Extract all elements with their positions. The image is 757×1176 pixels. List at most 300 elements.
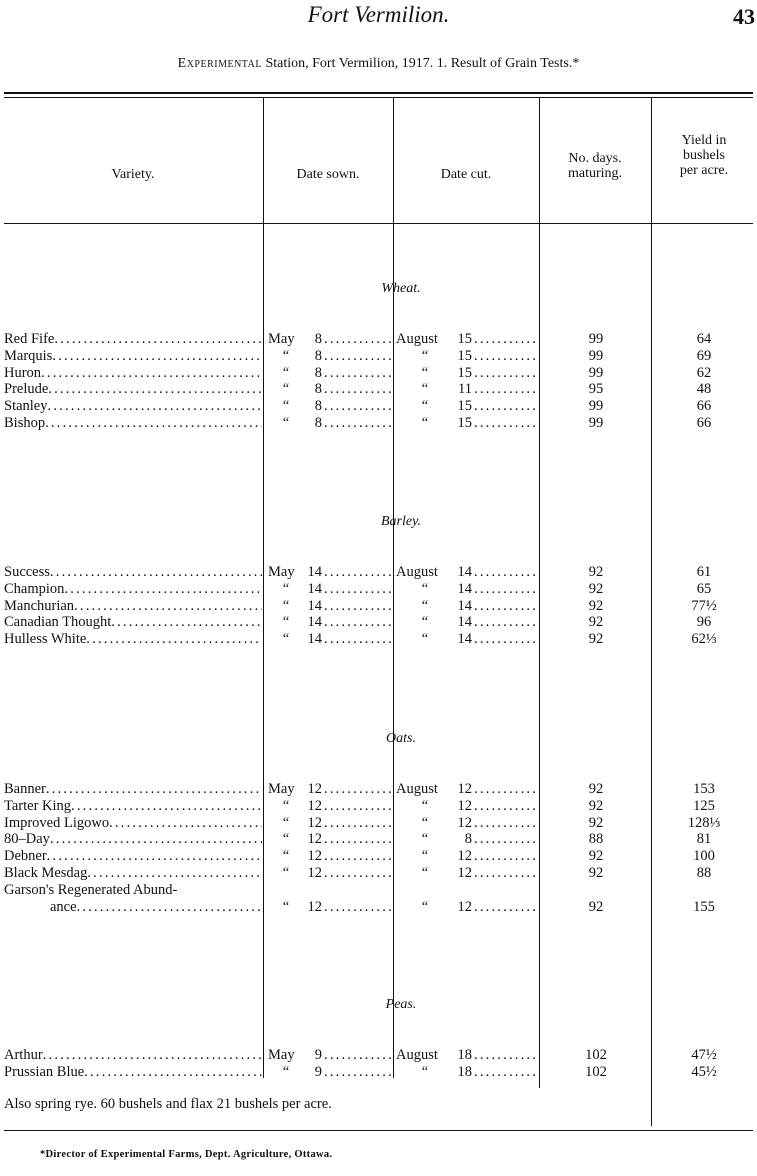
yield-per-acre: 65 [696,581,712,597]
days-maturing: 95 [588,381,604,397]
table-note: Also spring rye. 60 bushels and flax 21 bushels per acre. [4,1096,332,1112]
variety-cell [4,331,262,348]
date-sown-value [268,848,324,865]
date-sown-value [268,1047,324,1064]
column-header-variety: Variety. [111,167,155,182]
variety-name: 80–Day [4,831,50,847]
table-row [0,1064,757,1081]
dot-leader [324,398,392,415]
date-cut-value [396,848,474,865]
table-row [0,815,757,832]
dot-leader [474,1047,538,1064]
sown-day: 8 [314,398,322,414]
variety-cell [4,614,262,631]
date-cut-cell [396,348,538,365]
cut-day: 14 [457,614,472,630]
cut-month: August [396,331,438,347]
yield-per-acre: 64 [696,331,712,347]
dot-leader [474,781,538,798]
sown-day: 8 [314,331,322,347]
table-row [0,831,757,848]
dot-leader [54,331,262,348]
cut-day: 14 [457,598,472,614]
dot-leader [77,899,262,916]
date-sown-value [268,564,324,581]
date-sown-value [268,631,324,648]
variety-cell [4,815,262,832]
yield-per-acre: 153 [693,781,715,797]
cut-day: 15 [457,348,472,364]
variety-name: Improved Ligowo [4,815,110,831]
column-header-days-line-1: No. days. [568,151,622,166]
dot-leader [41,365,262,382]
days-maturing: 99 [588,415,604,431]
sown-month: May [268,564,295,580]
variety-name: Manchurian [4,598,75,614]
variety-cell [4,1047,262,1064]
dot-leader [324,815,392,832]
dot-leader [324,848,392,865]
date-cut-value [396,1064,474,1081]
dot-leader [324,598,392,615]
cut-day: 12 [457,899,472,915]
date-sown-cell [268,581,392,598]
column-header-days-line-2: maturing. [567,166,623,181]
ditto-mark: “ [282,1064,290,1080]
dot-leader [46,781,262,798]
days-maturing: 99 [588,331,604,347]
ditto-mark: “ [421,581,429,597]
date-cut-value [396,564,474,581]
variety-cell [4,598,262,615]
sown-day: 14 [307,581,322,597]
date-cut-value [396,614,474,631]
date-sown-cell [268,798,392,815]
dot-leader [474,564,538,581]
yield-per-acre: 77½ [691,598,717,614]
section-heading: Peas. [385,997,417,1012]
variety-name: Black Mesdag [4,865,88,881]
variety-cell [50,899,262,916]
dot-leader [474,598,538,615]
dot-leader [474,815,538,832]
yield-per-acre: 96 [696,614,712,630]
date-sown-cell [268,831,392,848]
table-row [0,365,757,382]
variety-cell [4,798,262,815]
table-row [0,564,757,581]
date-cut-value [396,1047,474,1064]
dot-leader [324,1064,392,1081]
dot-leader [324,781,392,798]
date-cut-value [396,331,474,348]
sown-month: May [268,331,295,347]
section-heading: Oats. [386,731,416,746]
dot-leader [324,348,392,365]
dot-leader [45,415,262,432]
yield-per-acre: 47½ [691,1047,717,1063]
yield-per-acre: 125 [693,798,715,814]
date-sown-value [268,331,324,348]
ditto-mark: “ [282,614,290,630]
ditto-mark: “ [282,865,290,881]
dot-leader [74,598,262,615]
ditto-mark: “ [421,415,429,431]
date-cut-cell [396,415,538,432]
top-double-rule-2 [4,97,753,98]
variety-cell [4,848,262,865]
variety-name: Champion [4,581,65,597]
page-number: 43 [733,4,755,29]
ditto-mark: “ [282,348,290,364]
dot-leader [86,631,262,648]
cut-day: 15 [457,415,472,431]
variety-name: Marquis [4,348,53,364]
dot-leader [474,581,538,598]
ditto-mark: “ [282,798,290,814]
table-caption [0,56,757,72]
yield-per-acre: 62⅓ [691,631,717,647]
cut-day: 15 [457,398,472,414]
sown-day: 12 [307,848,322,864]
variety-name: Arthur [4,1047,43,1063]
days-maturing: 99 [588,398,604,414]
dot-leader [48,381,262,398]
cut-day: 15 [457,365,472,381]
dot-leader [324,564,392,581]
variety-cell [4,1064,262,1081]
cut-day: 15 [457,331,472,347]
table-row [0,781,757,798]
date-cut-value [396,798,474,815]
dot-leader [474,381,538,398]
days-maturing: 102 [585,1047,607,1063]
date-cut-value [396,598,474,615]
variety-cell [4,415,262,432]
dot-leader [52,348,262,365]
dot-leader [474,848,538,865]
date-sown-value [268,381,324,398]
sown-day: 9 [314,1064,322,1080]
ditto-mark: “ [421,348,429,364]
date-cut-cell [396,865,538,882]
date-sown-value [268,899,324,916]
cut-day: 18 [457,1064,472,1080]
sown-month: May [268,781,295,797]
dot-leader [474,331,538,348]
date-sown-cell [268,614,392,631]
caption-lead: Experimental [177,56,262,71]
dot-leader [50,831,262,848]
ditto-mark: “ [421,831,429,847]
ditto-mark: “ [282,815,290,831]
days-maturing: 92 [588,798,604,814]
sown-day: 12 [307,815,322,831]
cut-day: 11 [458,381,472,397]
variety-cell [4,781,262,798]
header-bottom-rule [4,223,753,224]
date-cut-cell [396,831,538,848]
date-cut-cell [396,331,538,348]
date-cut-cell [396,598,538,615]
table-row [0,798,757,815]
ditto-mark: “ [282,365,290,381]
sown-day: 12 [307,899,322,915]
dot-leader [474,831,538,848]
date-cut-value [396,815,474,832]
table-row [0,398,757,415]
date-sown-cell [268,899,392,916]
dot-leader [324,581,392,598]
date-sown-value [268,831,324,848]
ditto-mark: “ [282,415,290,431]
days-maturing: 92 [588,581,604,597]
date-sown-value [268,365,324,382]
table-row [0,899,757,916]
variety-cell [4,631,262,648]
dot-leader [474,415,538,432]
variety-cell [4,581,262,598]
date-cut-cell [396,899,538,916]
table-row [0,581,757,598]
dot-leader [474,398,538,415]
variety-cell [4,865,262,882]
yield-per-acre: 45½ [691,1064,717,1080]
ditto-mark: “ [282,848,290,864]
date-sown-cell [268,398,392,415]
dot-leader [474,865,538,882]
date-cut-cell [396,781,538,798]
days-maturing: 88 [588,831,604,847]
variety-name-line-1: Garson's Regenerated Abund- [4,881,178,898]
date-cut-value [396,865,474,882]
cut-day: 8 [464,831,472,847]
ditto-mark: “ [282,899,290,915]
date-sown-cell [268,331,392,348]
dot-leader [474,899,538,916]
variety-name: Huron [4,365,42,381]
ditto-mark: “ [421,381,429,397]
column-header-cut: Date cut. [440,167,492,182]
sown-day: 8 [314,365,322,381]
ditto-mark: “ [282,831,290,847]
table-row [0,848,757,865]
cut-month: August [396,564,438,580]
dot-leader [64,581,262,598]
yield-per-acre: 155 [693,899,715,915]
sown-day: 12 [307,798,322,814]
yield-per-acre: 69 [696,348,712,364]
table-row [0,381,757,398]
variety-cell [4,831,262,848]
variety-cell [4,381,262,398]
date-sown-cell [268,781,392,798]
variety-name: Stanley [4,398,48,414]
variety-name: Canadian Thought [4,614,112,630]
dot-leader [324,631,392,648]
dot-leader [474,365,538,382]
ditto-mark: “ [282,381,290,397]
ditto-mark: “ [282,631,290,647]
table-row [0,614,757,631]
date-cut-value [396,348,474,365]
table-row [0,598,757,615]
date-sown-value [268,581,324,598]
date-sown-cell [268,1064,392,1081]
dot-leader [474,631,538,648]
dot-leader [324,1047,392,1064]
sown-day: 8 [314,415,322,431]
date-cut-cell [396,381,538,398]
date-cut-value [396,398,474,415]
ditto-mark: “ [282,398,290,414]
cut-day: 12 [457,865,472,881]
sown-day: 14 [307,564,322,580]
dot-leader [474,1064,538,1081]
days-maturing: 92 [588,899,604,915]
yield-per-acre: 88 [696,865,712,881]
date-cut-value [396,581,474,598]
date-cut-cell [396,1064,538,1081]
date-sown-cell [268,815,392,832]
ditto-mark: “ [421,865,429,881]
date-sown-cell [268,848,392,865]
variety-name: Prussian Blue [4,1064,85,1080]
sown-day: 14 [307,598,322,614]
days-maturing: 92 [588,781,604,797]
date-sown-value [268,398,324,415]
dot-leader [109,815,262,832]
variety-name: Tarter King [4,798,72,814]
dot-leader [324,331,392,348]
date-cut-cell [396,848,538,865]
variety-name: ance [50,899,77,915]
date-cut-cell [396,365,538,382]
yield-per-acre: 66 [696,398,712,414]
date-cut-value [396,381,474,398]
table-row [0,1047,757,1064]
cut-day: 14 [457,631,472,647]
dot-leader [324,614,392,631]
days-maturing: 92 [588,631,604,647]
dot-leader [71,798,262,815]
dot-leader [48,398,263,415]
column-header-yield-line-3: per acre. [679,163,729,178]
section-heading: Wheat. [381,281,421,296]
dot-leader [474,798,538,815]
cut-day: 12 [457,815,472,831]
date-sown-value [268,415,324,432]
ditto-mark: “ [282,581,290,597]
ditto-mark: “ [421,365,429,381]
date-sown-value [268,1064,324,1081]
footnote: *Director of Experimental Farms, Dept. Agriculture, Ottawa. [40,1149,333,1160]
date-sown-value [268,614,324,631]
date-sown-value [268,781,324,798]
table-row [0,348,757,365]
date-sown-cell [268,415,392,432]
table-row [0,631,757,648]
yield-per-acre: 81 [696,831,712,847]
sown-day: 8 [314,348,322,364]
variety-name: Success [4,564,50,580]
yield-per-acre: 62 [696,365,712,381]
sown-month: May [268,1047,295,1063]
date-sown-cell [268,564,392,581]
sown-day: 12 [307,831,322,847]
table-row [0,865,757,882]
cut-day: 18 [457,1047,472,1063]
dot-leader [111,614,262,631]
dot-leader [324,365,392,382]
date-cut-cell [396,631,538,648]
column-header-sown: Date sown. [296,167,360,182]
top-double-rule-1 [4,92,753,94]
date-cut-value [396,415,474,432]
variety-cell [4,365,262,382]
sown-day: 14 [307,631,322,647]
days-maturing: 92 [588,598,604,614]
variety-cell [4,564,262,581]
date-cut-value [396,899,474,916]
ditto-mark: “ [421,598,429,614]
ditto-mark: “ [282,598,290,614]
dot-leader [324,415,392,432]
dot-leader [474,348,538,365]
column-header-yield-line-1: Yield in [681,133,727,148]
date-cut-value [396,365,474,382]
dot-leader [324,798,392,815]
ditto-mark: “ [421,631,429,647]
date-sown-cell [268,865,392,882]
dot-leader [87,865,262,882]
yield-per-acre: 128⅓ [687,815,721,831]
cut-month: August [396,1047,438,1063]
column-header-yield-line-2: bushels [683,148,725,163]
date-cut-value [396,831,474,848]
dot-leader [324,865,392,882]
sown-day: 8 [314,381,322,397]
cut-day: 14 [457,581,472,597]
ditto-mark: “ [421,614,429,630]
date-cut-cell [396,614,538,631]
date-sown-cell [268,598,392,615]
variety-name: Prelude [4,381,49,397]
ditto-mark: “ [421,848,429,864]
days-maturing: 92 [588,614,604,630]
days-maturing: 102 [585,1064,607,1080]
ditto-mark: “ [421,1064,429,1080]
sown-day: 12 [307,781,322,797]
yield-per-acre: 48 [696,381,712,397]
yield-per-acre: 61 [696,564,712,580]
cut-day: 12 [457,848,472,864]
dot-leader [324,831,392,848]
page-title: Fort Vermilion. [307,2,450,27]
days-maturing: 99 [588,365,604,381]
ditto-mark: “ [421,798,429,814]
variety-name: Hulless White [4,631,87,647]
date-cut-cell [396,398,538,415]
table-row-continuation [0,882,757,899]
date-sown-cell [268,631,392,648]
date-sown-value [268,815,324,832]
cut-day: 14 [457,564,472,580]
variety-name: Banner [4,781,46,797]
dot-leader [84,1064,262,1081]
table-bottom-rule [4,1130,753,1131]
date-cut-cell [396,815,538,832]
